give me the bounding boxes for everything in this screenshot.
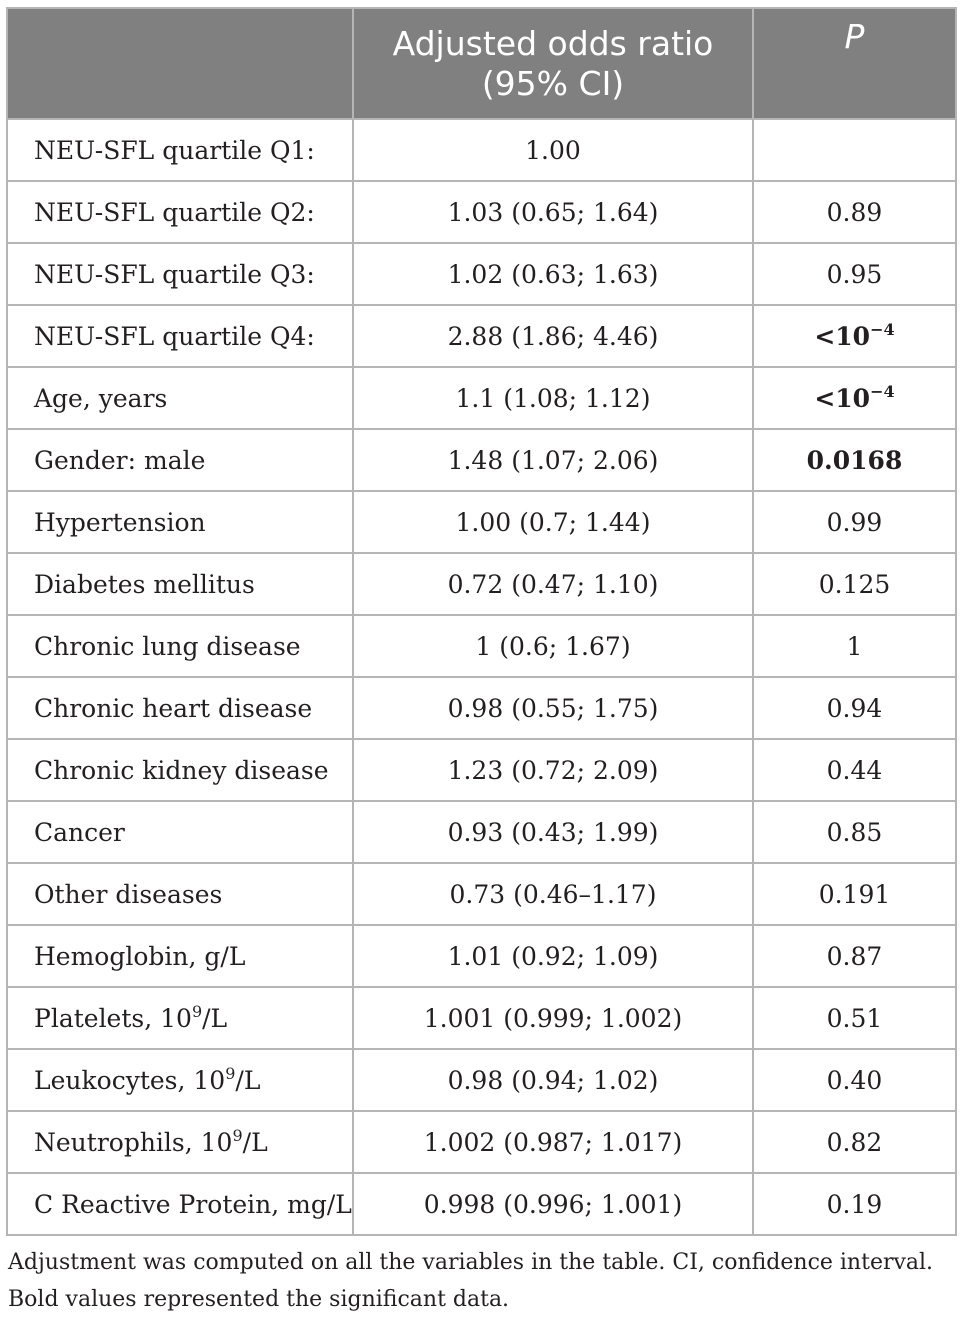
variable-cell bbox=[7, 925, 353, 987]
table-row bbox=[7, 119, 956, 181]
table-row bbox=[7, 801, 956, 863]
odds-ratio-cell: 1.01 (0.92; 1.09) bbox=[353, 925, 753, 987]
p-value: 0.51 bbox=[826, 1003, 883, 1033]
table-row bbox=[7, 925, 956, 987]
odds-ratio-cell: 1.001 (0.999; 1.002) bbox=[353, 987, 753, 1049]
table-row bbox=[7, 429, 956, 491]
p-value: 0.82 bbox=[826, 1127, 883, 1157]
table-row bbox=[7, 677, 956, 739]
variable-cell bbox=[7, 305, 353, 367]
variable-label-superscript: 9 bbox=[225, 1063, 236, 1083]
table-row bbox=[7, 615, 956, 677]
variable-cell bbox=[7, 615, 353, 677]
table-body bbox=[7, 119, 956, 1235]
table-row bbox=[7, 491, 956, 553]
table-header-row bbox=[7, 8, 956, 119]
table-row bbox=[7, 863, 956, 925]
variable-cell bbox=[7, 1173, 353, 1235]
variable-label: Cancer bbox=[34, 817, 125, 847]
table-row bbox=[7, 305, 956, 367]
odds-ratio-cell: 1.00 (0.7; 1.44) bbox=[353, 491, 753, 553]
odds-ratio-cell: 1.03 (0.65; 1.64) bbox=[353, 181, 753, 243]
variable-label: Other diseases bbox=[34, 879, 223, 909]
variable-label: C Reactive Protein, mg/L bbox=[34, 1189, 352, 1219]
p-value: <10 bbox=[814, 383, 871, 413]
odds-ratio-cell: 0.98 (0.94; 1.02) bbox=[353, 1049, 753, 1111]
p-value-cell bbox=[753, 429, 956, 491]
p-value-cell bbox=[753, 553, 956, 615]
variable-cell bbox=[7, 553, 353, 615]
variable-label-superscript: 9 bbox=[232, 1125, 243, 1145]
p-value-cell bbox=[753, 615, 956, 677]
p-value-cell bbox=[753, 181, 956, 243]
p-value-cell bbox=[753, 1049, 956, 1111]
table-row bbox=[7, 243, 956, 305]
variable-label: Platelets, 10 bbox=[34, 1003, 192, 1033]
variable-cell bbox=[7, 987, 353, 1049]
odds-ratio-table bbox=[6, 7, 957, 1236]
p-value-cell bbox=[753, 119, 956, 181]
odds-ratio-cell: 0.72 (0.47; 1.10) bbox=[353, 553, 753, 615]
variable-cell bbox=[7, 429, 353, 491]
odds-ratio-cell: 0.998 (0.996; 1.001) bbox=[353, 1173, 753, 1235]
odds-ratio-cell: 0.98 (0.55; 1.75) bbox=[353, 677, 753, 739]
odds-ratio-cell: 1.23 (0.72; 2.09) bbox=[353, 739, 753, 801]
p-value-cell bbox=[753, 1173, 956, 1235]
header-odds-ratio: Adjusted odds ratio (95% CI) bbox=[353, 8, 753, 119]
table-row bbox=[7, 1173, 956, 1235]
odds-ratio-cell: 0.93 (0.43; 1.99) bbox=[353, 801, 753, 863]
table-row bbox=[7, 1111, 956, 1173]
table-row bbox=[7, 181, 956, 243]
variable-label-unit: /L bbox=[202, 1003, 228, 1033]
variable-cell bbox=[7, 1111, 353, 1173]
p-value: 0.89 bbox=[826, 197, 883, 227]
p-value: 0.95 bbox=[826, 259, 883, 289]
p-value-cell bbox=[753, 987, 956, 1049]
variable-label: NEU-SFL quartile Q4: bbox=[34, 321, 315, 351]
header-p-value: P bbox=[753, 8, 956, 119]
odds-ratio-cell: 1.00 bbox=[353, 119, 753, 181]
variable-label: Leukocytes, 10 bbox=[34, 1065, 226, 1095]
variable-label: NEU-SFL quartile Q3: bbox=[34, 259, 315, 289]
p-value-cell bbox=[753, 739, 956, 801]
p-value: 1 bbox=[846, 631, 863, 661]
p-value: 0.19 bbox=[826, 1189, 883, 1219]
variable-label: Diabetes mellitus bbox=[34, 569, 255, 599]
variable-label: NEU-SFL quartile Q2: bbox=[34, 197, 315, 227]
odds-ratio-cell: 1 (0.6; 1.67) bbox=[353, 615, 753, 677]
p-value-cell bbox=[753, 243, 956, 305]
p-value: 0.125 bbox=[818, 569, 891, 599]
odds-ratio-cell: 0.73 (0.46–1.17) bbox=[353, 863, 753, 925]
table-row bbox=[7, 1049, 956, 1111]
odds-ratio-cell: 2.88 (1.86; 4.46) bbox=[353, 305, 753, 367]
p-value: 0.0168 bbox=[806, 445, 903, 475]
p-value-exponent: −4 bbox=[870, 319, 895, 339]
p-value: 0.99 bbox=[826, 507, 883, 537]
header-variable bbox=[7, 8, 353, 119]
variable-label: Age, years bbox=[34, 383, 168, 413]
variable-cell bbox=[7, 367, 353, 429]
odds-ratio-cell: 1.02 (0.63; 1.63) bbox=[353, 243, 753, 305]
variable-cell bbox=[7, 1049, 353, 1111]
p-value: 0.191 bbox=[818, 879, 891, 909]
odds-ratio-cell: 1.002 (0.987; 1.017) bbox=[353, 1111, 753, 1173]
variable-label: NEU-SFL quartile Q1: bbox=[34, 135, 315, 165]
odds-ratio-cell: 1.48 (1.07; 2.06) bbox=[353, 429, 753, 491]
p-value-cell bbox=[753, 491, 956, 553]
variable-label: Chronic heart disease bbox=[34, 693, 313, 723]
variable-label-superscript: 9 bbox=[191, 1001, 203, 1021]
p-value-cell bbox=[753, 367, 956, 429]
variable-label: Hypertension bbox=[34, 507, 206, 537]
variable-cell bbox=[7, 739, 353, 801]
p-value: <10 bbox=[814, 321, 871, 351]
table-footnote: Adjustment was computed on all the variables in the table. CI, confidence interval. Bold values represented the significant data. bbox=[8, 1250, 934, 1312]
variable-label: Neutrophils, 10 bbox=[34, 1127, 233, 1157]
table-row bbox=[7, 987, 956, 1049]
variable-label: Chronic lung disease bbox=[34, 631, 301, 661]
p-value: 0.44 bbox=[826, 755, 883, 785]
variable-cell bbox=[7, 119, 353, 181]
odds-ratio-cell: 1.1 (1.08; 1.12) bbox=[353, 367, 753, 429]
p-value-cell bbox=[753, 677, 956, 739]
p-value: 0.87 bbox=[826, 941, 883, 971]
variable-label-unit: /L bbox=[242, 1127, 268, 1157]
variable-label: Gender: male bbox=[34, 445, 206, 475]
p-value-cell bbox=[753, 305, 956, 367]
variable-cell bbox=[7, 677, 353, 739]
results-table-container bbox=[6, 7, 955, 1236]
p-value-cell bbox=[753, 925, 956, 987]
variable-cell bbox=[7, 801, 353, 863]
table-row bbox=[7, 367, 956, 429]
p-value-cell bbox=[753, 801, 956, 863]
table-row bbox=[7, 553, 956, 615]
variable-cell bbox=[7, 491, 353, 553]
p-value: 0.94 bbox=[826, 693, 883, 723]
variable-cell bbox=[7, 863, 353, 925]
p-value-cell bbox=[753, 1111, 956, 1173]
variable-label: Hemoglobin, g/L bbox=[34, 941, 246, 971]
variable-label-unit: /L bbox=[235, 1065, 261, 1095]
variable-label: Chronic kidney disease bbox=[34, 755, 329, 785]
p-value-exponent: −4 bbox=[870, 381, 895, 401]
variable-cell bbox=[7, 243, 353, 305]
p-value: 0.40 bbox=[826, 1065, 883, 1095]
table-row bbox=[7, 739, 956, 801]
p-value-cell bbox=[753, 863, 956, 925]
p-value: 0.85 bbox=[826, 817, 883, 847]
variable-cell bbox=[7, 181, 353, 243]
